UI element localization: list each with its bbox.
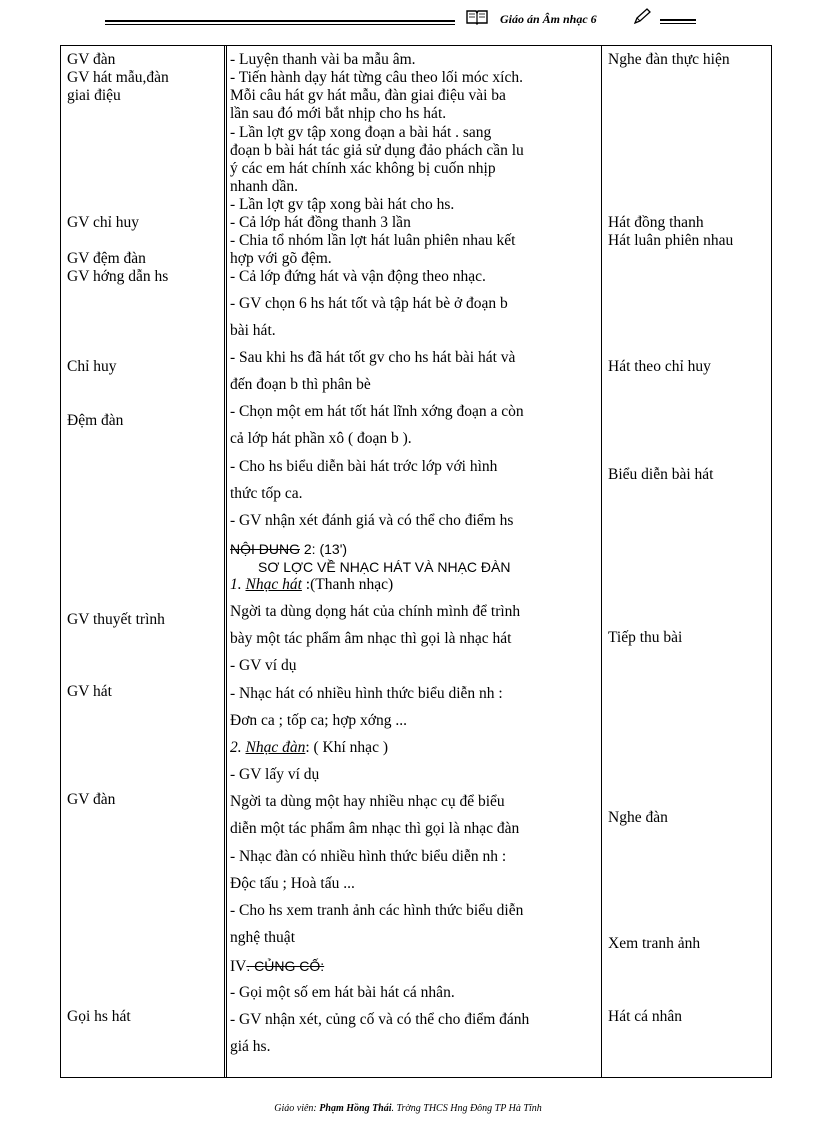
- content-line: - Cho hs biểu diễn bài hát trớc lớp với hình: [230, 458, 498, 475]
- teacher-activity: GV hát mẫu,đàn: [67, 69, 169, 86]
- header-rule-left: [105, 20, 455, 22]
- section-number: IV: [230, 958, 247, 975]
- content-line: - Luyện thanh vài ba mẫu âm.: [230, 51, 416, 68]
- content-line: - Nhạc hát có nhiều hình thức biểu diễn nh :: [230, 685, 503, 702]
- student-activity: Hát theo chỉ huy: [608, 358, 711, 375]
- teacher-activity: GV hát: [67, 683, 112, 700]
- student-activity: Hát đồng thanh: [608, 214, 704, 231]
- content-line: - GV lấy ví dụ: [230, 766, 320, 783]
- teacher-activity: Gọi hs hát: [67, 1008, 131, 1025]
- content-line: nghệ thuật: [230, 929, 295, 946]
- student-activity: Tiếp thu bài: [608, 629, 683, 646]
- content-line: Ngời ta dùng dọng hát của chính mình để trình: [230, 603, 521, 620]
- student-activity: Xem tranh ảnh: [608, 935, 701, 952]
- subheading-title: Nhạc đàn: [245, 739, 306, 756]
- section-subtitle: SƠ LỢC VỀ NHẠC HÁT VÀ NHẠC ĐÀN: [258, 559, 511, 575]
- content-line: - Cả lớp hát đồng thanh 3 lần: [230, 214, 411, 231]
- student-activity: Nghe đàn thực hiện: [608, 51, 730, 68]
- content-line: nhanh dần.: [230, 178, 299, 195]
- footer-teacher-name: Phạm Hồng Thái: [319, 1103, 392, 1114]
- teacher-activity: GV đàn: [67, 791, 116, 808]
- content-line: bài hát.: [230, 322, 276, 339]
- column-divider-2: [601, 45, 602, 1078]
- content-line: đoạn b bài hát tác giả sử dụng đảo phách cần lu: [230, 142, 524, 159]
- content-line: diễn một tác phẩm âm nhạc thì gọi là nhạc đàn: [230, 820, 520, 837]
- subheading-number: 1.: [230, 576, 246, 593]
- content-line: thức tốp ca.: [230, 485, 303, 502]
- content-line: ý các em hát chính xác không bị cuốn nhịp: [230, 160, 496, 177]
- subheading-instrumental: [230, 739, 388, 757]
- header-title: Giáo án Âm nhạc 6: [500, 12, 597, 26]
- footer-prefix: Giáo viên:: [274, 1103, 320, 1114]
- content-line: - Chọn một em hát tốt hát lĩnh xớng đoạn a còn: [230, 403, 524, 420]
- content-line: - GV chọn 6 hs hát tốt và tập hát bè ở đoạn b: [230, 295, 508, 312]
- content-line: đến đoạn b thì phân bè: [230, 376, 371, 393]
- content-line: - Sau khi hs đã hát tốt gv cho hs hát bài hát và: [230, 349, 516, 366]
- content-line: - GV nhận xét, củng cố và có thể cho điểm đánh: [230, 1011, 530, 1028]
- content-line: Mỗi câu hát gv hát mẫu, đàn giai điệu vài ba: [230, 87, 506, 104]
- section-heading-label: NỘI DUNG: [230, 541, 300, 557]
- teacher-activity: GV hớng dẫn hs: [67, 268, 169, 285]
- content-line: - Lần lợt gv tập xong bài hát cho hs.: [230, 196, 455, 213]
- content-line: Độc tấu ; Hoà tấu ...: [230, 875, 355, 892]
- subheading-note: :(Thanh nhạc): [301, 576, 394, 593]
- header-rule-right: [660, 19, 696, 21]
- section-consolidation: [230, 957, 324, 976]
- content-line: - Cả lớp đứng hát và vận động theo nhạc.: [230, 268, 486, 285]
- student-activity: Hát cá nhân: [608, 1008, 683, 1025]
- content-line: - Gọi một số em hát bài hát cá nhân.: [230, 984, 455, 1001]
- book-icon: [466, 9, 488, 25]
- teacher-activity: GV đệm đàn: [67, 250, 146, 267]
- content-line: - Tiến hành dạy hát từng câu theo lối móc xích.: [230, 69, 523, 86]
- student-activity: Hát luân phiên nhau: [608, 232, 734, 249]
- footer-school: . Trờng THCS Hng Đông TP Hà Tĩnh: [391, 1103, 542, 1114]
- content-line: giá hs.: [230, 1038, 271, 1055]
- content-line: - GV ví dụ: [230, 657, 297, 674]
- header-rule-left-thin: [105, 24, 455, 25]
- page-footer: [0, 1103, 816, 1114]
- content-line: hợp với gõ đệm.: [230, 250, 332, 267]
- section-heading: [230, 540, 347, 558]
- header-rule-right-thin: [660, 23, 696, 24]
- student-activity: Biểu diễn bài hát: [608, 466, 714, 483]
- content-line: Đơn ca ; tốp ca; hợp xớng ...: [230, 712, 407, 729]
- content-line: lần sau đó mới bắt nhịp cho hs hát.: [230, 105, 447, 122]
- content-line: - GV nhận xét đánh giá và có thể cho điểm hs: [230, 512, 514, 529]
- pencil-icon: [632, 7, 652, 25]
- section-label: . CỦNG CỐ:: [246, 958, 325, 974]
- teacher-activity: GV thuyết trình: [67, 611, 165, 628]
- content-line: cả lớp hát phần xô ( đoạn b ).: [230, 430, 412, 447]
- content-line: - Nhạc đàn có nhiều hình thức biểu diễn nh :: [230, 848, 507, 865]
- teacher-activity: Chỉ huy: [67, 358, 117, 375]
- column-divider-1: [224, 45, 225, 1078]
- content-line: bày một tác phẩm âm nhạc thì gọi là nhạc hát: [230, 630, 512, 647]
- teacher-activity: GV chỉ huy: [67, 214, 140, 231]
- content-line: Ngời ta dùng một hay nhiều nhạc cụ để biểu: [230, 793, 505, 810]
- student-activity: Nghe đàn: [608, 809, 668, 826]
- subheading-note: : ( Khí nhạc ): [305, 739, 388, 756]
- subheading-number: 2.: [230, 739, 246, 756]
- teacher-activity: GV đàn: [67, 51, 116, 68]
- content-line: - Lần lợt gv tập xong đoạn a bài hát . sang: [230, 124, 492, 141]
- teacher-activity: Đệm đàn: [67, 412, 124, 429]
- section-heading-time: 2: (13'): [300, 541, 348, 557]
- content-line: - Chia tổ nhóm lần lợt hát luân phiên nhau kết: [230, 232, 516, 249]
- teacher-activity: giai điệu: [67, 87, 121, 104]
- subheading-title: Nhạc hát: [245, 576, 302, 593]
- subheading-vocal: [230, 576, 393, 594]
- column-divider-1b: [226, 45, 227, 1078]
- content-line: - Cho hs xem tranh ảnh các hình thức biểu diễn: [230, 902, 524, 919]
